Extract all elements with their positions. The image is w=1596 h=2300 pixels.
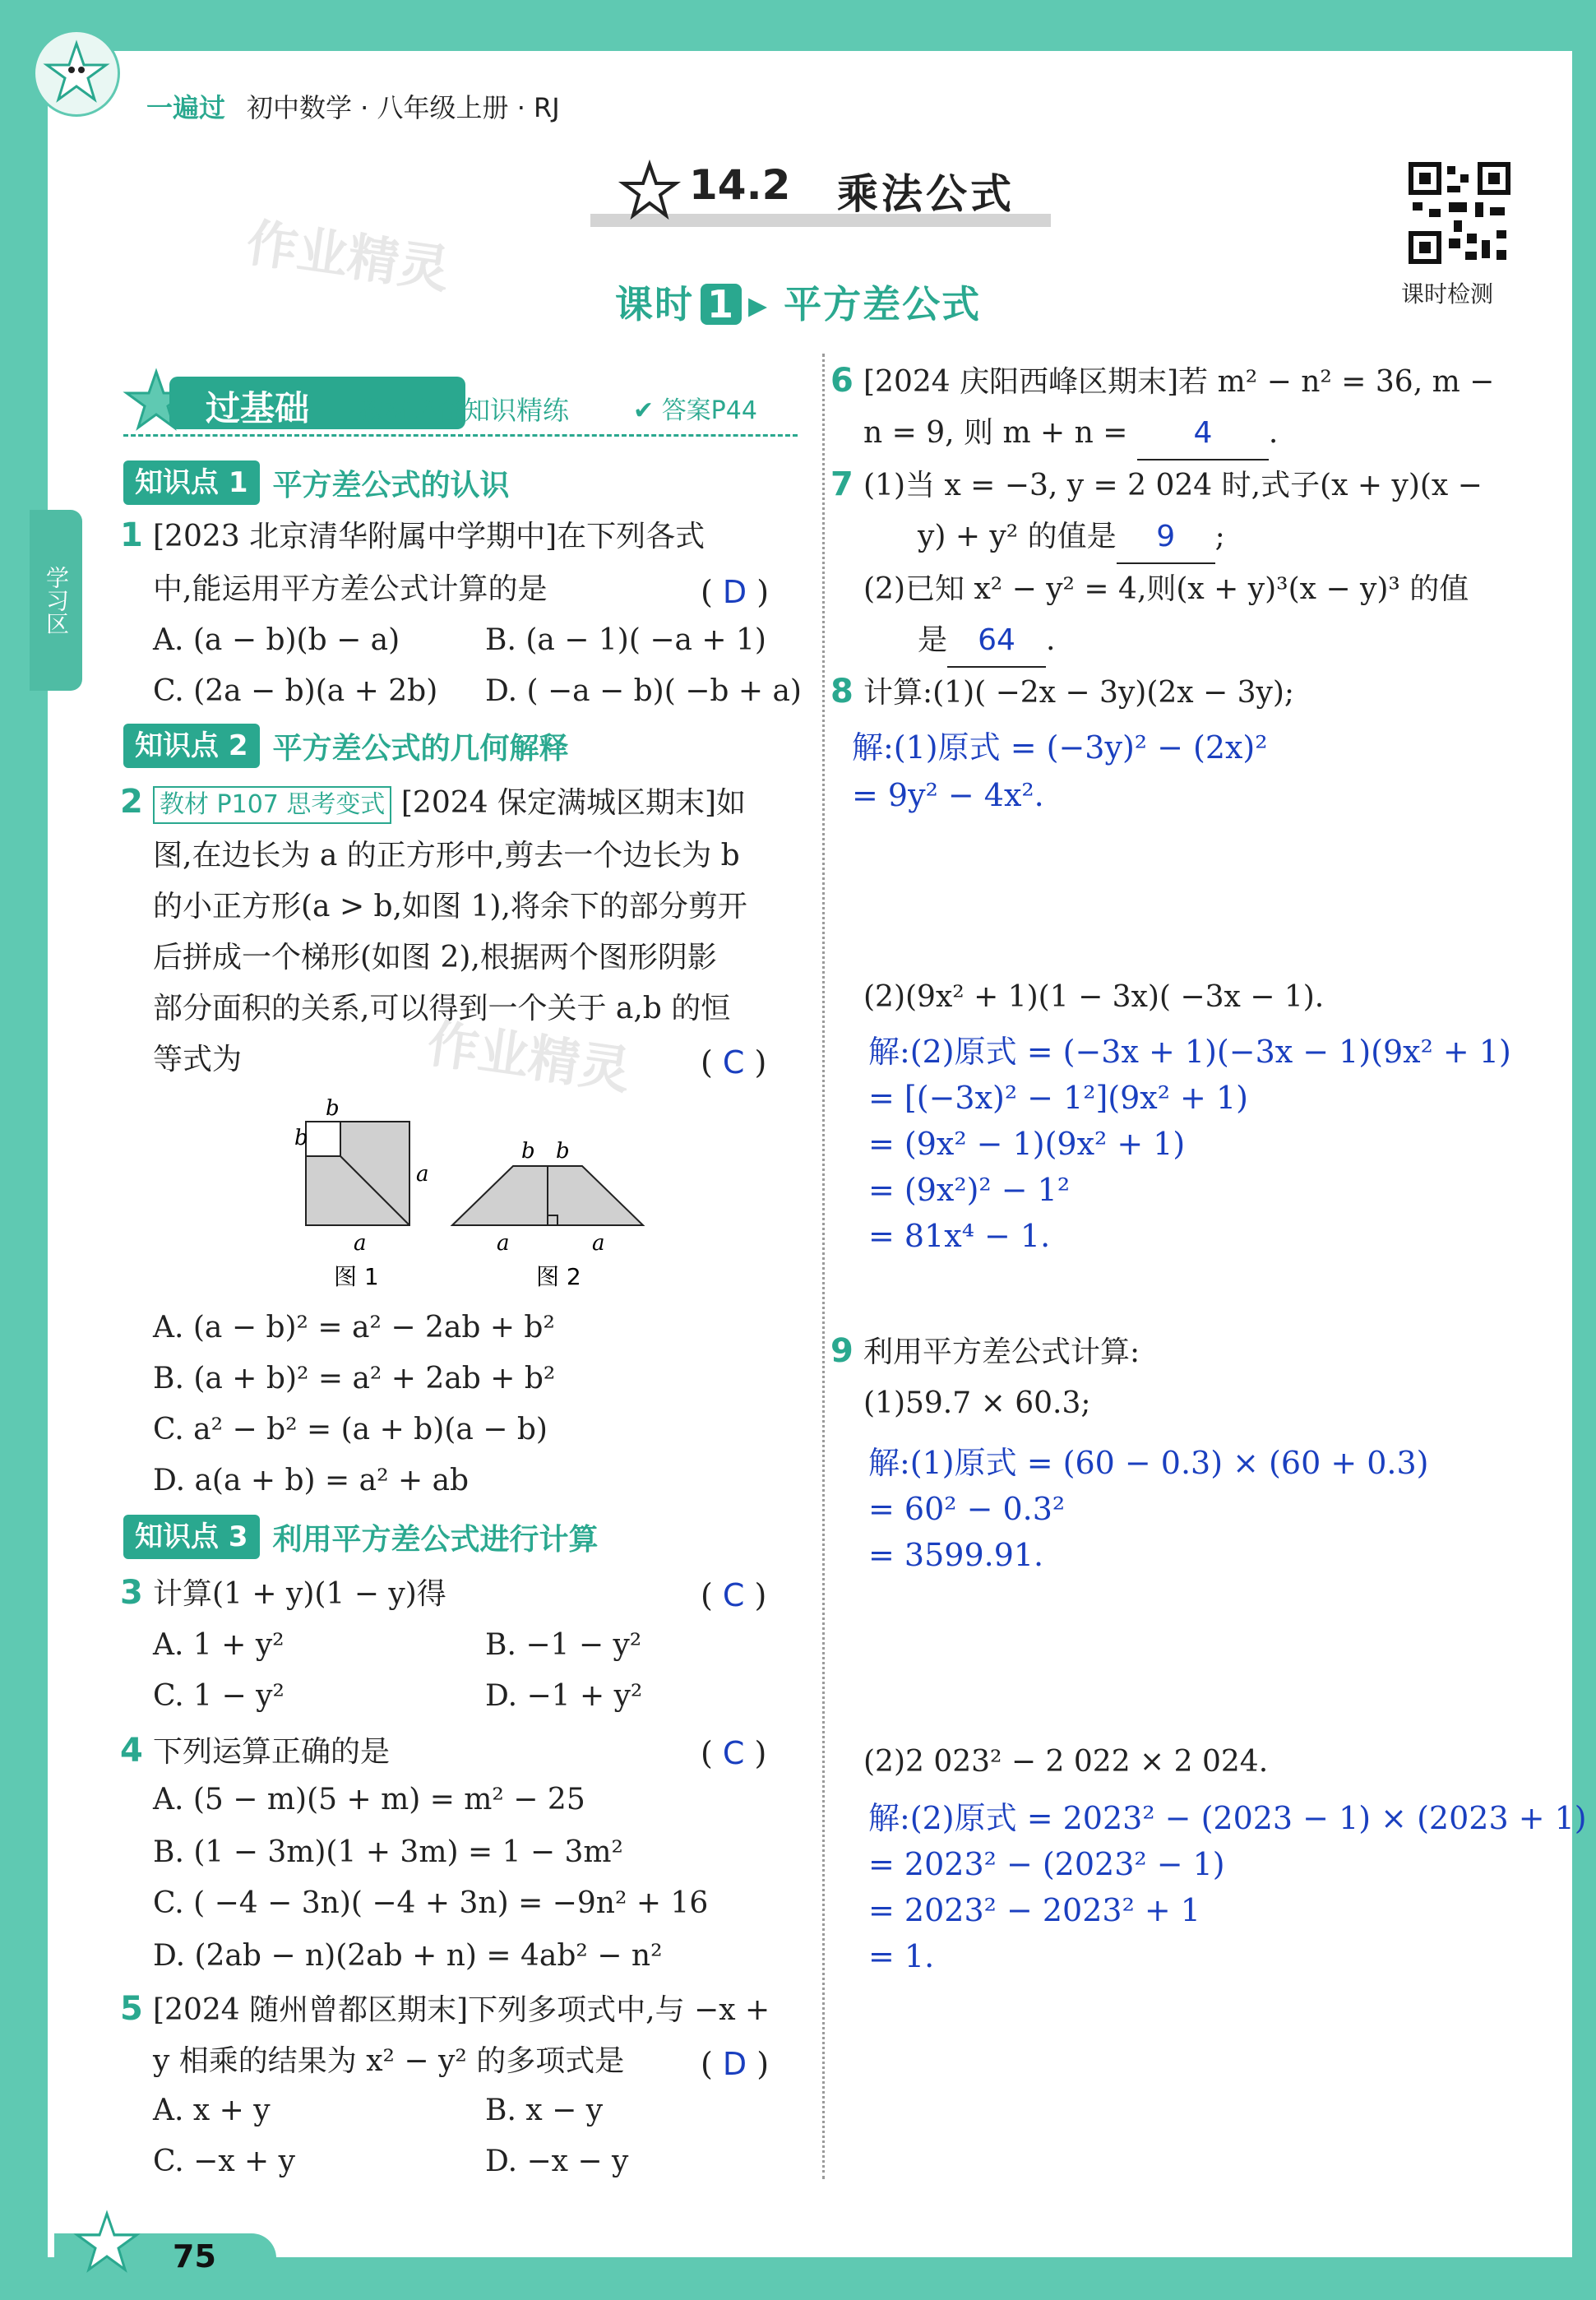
mascot-logo (33, 30, 120, 117)
option-a: A. (a − b)² = a² − 2ab + b² (153, 1311, 555, 1344)
question-number: 7 (830, 465, 854, 503)
option-a: A. (a − b)(b − a) (153, 623, 400, 657)
label-a: a (416, 1162, 429, 1187)
knowledge-title: 利用平方差公式进行计算 (272, 1522, 599, 1557)
question-line: n = 9, 则 m + n = (863, 416, 1128, 450)
knowledge-label: 知识点 3 (123, 1515, 260, 1559)
solution-line: 解:(2)原式 = 2023² − (2023 − 1) × (2023 + 1) (868, 1800, 1587, 1836)
section-title (590, 156, 1051, 230)
option-c: C. (2a − b)(a + 2b) (153, 674, 438, 708)
figure1-cutout (306, 1122, 340, 1156)
option-b: B. x − y (485, 2094, 604, 2127)
answer-page: 答案P44 (661, 396, 757, 425)
question-text (153, 778, 746, 829)
knowledge-title: 平方差公式的几何解释 (272, 731, 569, 766)
answer-bracket: ( C ) (701, 1044, 767, 1081)
option-d: D. −1 + y² (485, 1679, 643, 1713)
basics-banner (123, 377, 798, 446)
lesson-title: 平方差公式 (784, 282, 982, 326)
lesson-prefix: 课时 (615, 282, 694, 326)
watermark: 作业精灵 (423, 1013, 635, 1101)
solution-line: = 2023² − (2023² − 1) (868, 1846, 1225, 1882)
knowledge-label: 知识点 2 (123, 724, 260, 768)
source-tag: 教材 P107 思考变式 (153, 786, 391, 824)
question-line: 的小正方形(a > b,如图 1),将余下的部分剪开 (153, 890, 747, 923)
question-number: 1 (120, 516, 143, 554)
answer-blank: 9 (1117, 511, 1215, 564)
basics-title: 过基础 (206, 388, 310, 428)
answer-bracket: ( D ) (701, 2046, 770, 2082)
basics-subtitle: 教材必备知识精练 (359, 395, 570, 426)
label-a: a (497, 1231, 510, 1256)
dashed-divider (123, 434, 798, 437)
option-c: C. 1 − y² (153, 1679, 285, 1713)
question-line: y) + y² 的值是 (918, 520, 1117, 553)
label-a: a (354, 1231, 367, 1256)
question-text: [2024 随州曾都区期末]下列多项式中,与 −x + (153, 1993, 770, 2027)
option-b: B. (a + b)² = a² + 2ab + b² (153, 1362, 556, 1395)
question-line: 是 (918, 623, 948, 657)
question-number: 6 (830, 362, 854, 400)
answer-choice: D (722, 574, 747, 610)
knowledge-title: 平方差公式的认识 (272, 468, 510, 502)
option-a: A. x + y (153, 2094, 271, 2127)
solution-line: = 9y² − 4x². (852, 777, 1044, 813)
answer-choice: C (722, 1735, 745, 1771)
solution-line: = 81x⁴ − 1. (868, 1218, 1051, 1254)
label-b: b (521, 1139, 535, 1164)
check-icon: ✔ (633, 396, 662, 425)
question-text: 计算:(1)( −2x − 3y)(2x − 3y); (863, 676, 1295, 710)
question-text: [2024 庆阳西峰区期末]若 m² − n² = 36, m − (863, 365, 1495, 399)
solution-line: 解:(1)原式 = (60 − 0.3) × (60 + 0.3) (868, 1445, 1429, 1481)
option-b: B. (1 − 3m)(1 + 3m) = 1 − 3m² (153, 1835, 623, 1869)
question-text: (2)(9x² + 1)(1 − 3x)( −3x − 1). (863, 980, 1325, 1014)
page-border-top (0, 0, 1596, 51)
label-a: a (592, 1231, 605, 1256)
option-d: D. (2ab − n)(2ab + n) = 4ab² − n² (153, 1939, 663, 1973)
question-line: 后拼成一个梯形(如图 2),根据两个图形阴影 (153, 941, 717, 974)
knowledge-heading (123, 460, 510, 505)
question-line: 图,在边长为 a 的正方形中,剪去一个边长为 b (153, 839, 740, 872)
label-b: b (326, 1096, 340, 1121)
knowledge-label: 知识点 1 (123, 460, 260, 505)
question-text: (2)已知 x² − y² = 4,则(x + y)³(x − y)³ 的值 (863, 572, 1469, 606)
column-divider (822, 354, 825, 2179)
star-mascot-icon (44, 40, 109, 106)
qr-code-icon[interactable] (1408, 161, 1511, 265)
option-b: B. −1 − y² (485, 1628, 642, 1662)
option-d: D. a(a + b) = a² + ab (153, 1464, 470, 1497)
section-number: 14.2 (689, 161, 791, 209)
book-title: 初中数学 · 八年级上册 · RJ (247, 92, 560, 123)
question-text: 下列运算正确的是 (153, 1735, 391, 1769)
question-line: 部分面积的关系,可以得到一个关于 a,b 的恒 (153, 992, 731, 1025)
solution-line: = 60² − 0.3² (868, 1491, 1066, 1527)
solution-line: = 3599.91. (868, 1537, 1044, 1573)
solution-line: 解:(1)原式 = (−3y)² − (2x)² (852, 729, 1268, 766)
question-number: 4 (120, 1732, 143, 1770)
option-b: B. (a − 1)( −a + 1) (485, 623, 766, 657)
question-number: 3 (120, 1574, 143, 1612)
question-number: 5 (120, 1990, 143, 2028)
knowledge-heading (123, 724, 569, 768)
answer-choice: D (722, 2046, 747, 2082)
question-number: 8 (830, 673, 854, 710)
answer-blank: 64 (947, 615, 1046, 668)
option-d: D. −x − y (485, 2145, 629, 2178)
question-text: 中,能运用平方差公式计算的是 (153, 572, 548, 606)
answer-bracket: ( C ) (701, 1735, 767, 1771)
page-number: 75 (173, 2238, 216, 2275)
solution-line: = [(−3x)² − 1²](9x² + 1) (868, 1080, 1248, 1116)
brand-name: 一遍过 (146, 92, 226, 123)
qr-label: 课时检测 (1401, 280, 1494, 308)
question-number: 2 (120, 783, 143, 821)
question-number: 9 (830, 1332, 854, 1370)
answer-bracket: ( C ) (701, 1577, 767, 1613)
star-mascot-icon (74, 2210, 140, 2276)
answer-reference (633, 390, 757, 426)
solution-line: = (9x² − 1)(9x² + 1) (868, 1126, 1186, 1162)
option-c: C. a² − b² = (a + b)(a − b) (153, 1413, 548, 1446)
question-text: 利用平方差公式计算: (863, 1335, 1140, 1369)
option-a: A. (5 − m)(5 + m) = m² − 25 (153, 1783, 585, 1816)
solution-line: = (9x²)² − 1² (868, 1172, 1071, 1208)
section-name: 乘法公式 (837, 170, 1015, 218)
lesson-heading (615, 275, 981, 329)
figure1-caption: 图 1 (334, 1263, 379, 1290)
question-text: (1)59.7 × 60.3; (863, 1386, 1091, 1420)
question-text: (1)当 x = −3, y = 2 024 时,式子(x + y)(x − (863, 469, 1483, 502)
page-border-left (0, 0, 48, 2300)
figure2-caption: 图 2 (536, 1263, 581, 1290)
option-c: C. −x + y (153, 2145, 296, 2178)
answer-blank: 4 (1137, 408, 1269, 460)
label-b: b (556, 1139, 570, 1164)
lesson-number: 1 (701, 284, 742, 325)
geometry-figure (296, 1092, 691, 1306)
solution-line: = 1. (868, 1938, 935, 1974)
question-text: y 相乘的结果为 x² − y² 的多项式是 (153, 2044, 625, 2078)
question-line: [2024 保定满城区期末]如 (400, 786, 747, 820)
question-text: [2023 北京清华附属中学期中]在下列各式 (153, 520, 705, 553)
question-text: y) + y² 的值是 9 ; (918, 511, 1225, 564)
page-border-right (1572, 0, 1596, 2300)
question-text: 计算(1 + y)(1 − y)得 (153, 1577, 446, 1611)
answer-choice: C (722, 1577, 745, 1613)
option-a: A. 1 + y² (153, 1628, 285, 1662)
knowledge-heading (123, 1515, 599, 1559)
solution-line: 解:(2)原式 = (−3x + 1)(−3x − 1)(9x² + 1) (868, 1034, 1511, 1070)
arrow-icon: ▸ (748, 282, 784, 326)
answer-choice: C (722, 1044, 745, 1081)
question-line: 等式为 (153, 1043, 243, 1076)
star-icon (620, 161, 679, 220)
side-tab: 学习区 (30, 510, 82, 691)
solution-line: = 2023² − 2023² + 1 (868, 1892, 1200, 1928)
option-c: C. ( −4 − 3n)( −4 + 3n) = −9n² + 16 (153, 1886, 709, 1920)
watermark: 作业精灵 (243, 212, 454, 300)
question-text: n = 9, 则 m + n = 4 . (863, 408, 1278, 460)
answer-bracket: ( D ) (701, 574, 770, 610)
question-text: (2)2 023² − 2 022 × 2 024. (863, 1745, 1269, 1779)
label-b: b (294, 1126, 308, 1150)
question-text: 是 64 . (918, 615, 1055, 668)
option-d: D. ( −a − b)( −b + a) (485, 674, 802, 708)
